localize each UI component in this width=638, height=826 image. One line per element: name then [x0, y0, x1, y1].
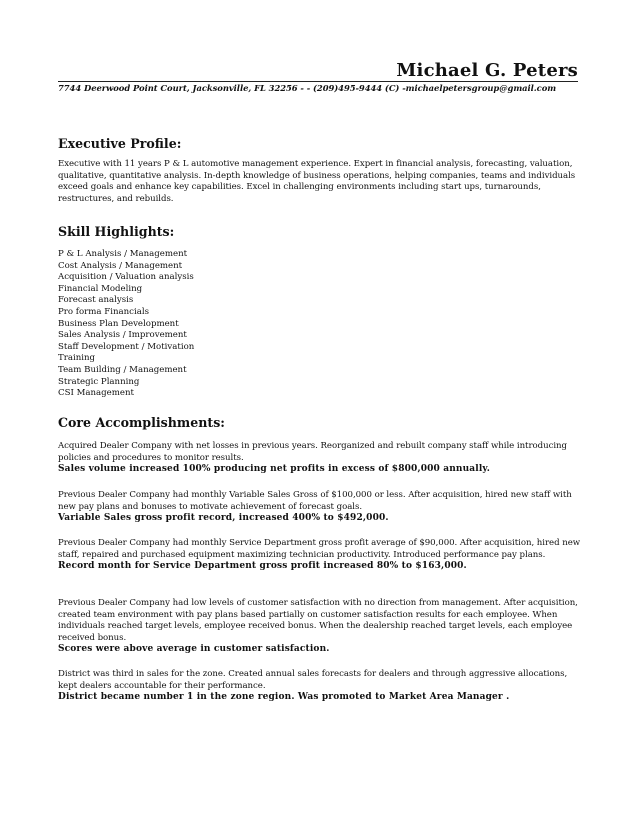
skill-item: Cost Analysis / Management: [58, 260, 183, 271]
accomplishment-text: Acquired Dealer Company with net losses in previous years. Reorganized and rebuilt company staff while introducing policies and procedures to monitor results.: [58, 441, 567, 463]
profile-text: Executive with 11 years P & L automotive management experience. Expert in financial analysis, forecasting, valuation, qualitative, quantitative analysis. In-depth knowledge of business operations, helping companies, teams and individuals exceed goals and enhance key capabilities. Excel in challenging environments including start ups, turnarounds, restructures, and rebuilds.: [58, 159, 576, 204]
skill-item: Pro forma Financials: [58, 306, 150, 317]
accomplishment-item: [58, 441, 588, 476]
skill-item: Financial Modeling: [58, 283, 143, 294]
header-divider: [58, 81, 578, 82]
accomplishment-text: Previous Dealer Company had monthly Service Department gross profit average of $90,000. After acquisition, hired new staff, repaired and purchased equipment maximizing technician productivity. Introduced performance pay plans.: [58, 538, 581, 560]
skill-item: Staff Development / Motivation: [58, 341, 195, 352]
skills-heading: Skill Highlights:: [58, 224, 175, 239]
contact-line: 7744 Deerwood Point Court, Jacksonville, FL 32256 - - (209)495-9444 (C) -michaelpetersgroup@gmail.com: [58, 83, 557, 93]
accomplishment-text: Previous Dealer Company had monthly Variable Sales Gross of $100,000 or less. After acquisition, hired new staff with new pay plans and bonuses to motivate achievement of forecast goals.: [58, 490, 572, 512]
skill-item: P & L Analysis / Management: [58, 249, 188, 259]
skill-item: Training: [58, 353, 96, 364]
accomplishment-item: [58, 490, 588, 525]
accomplishments-heading: Core Accomplishments:: [58, 415, 225, 430]
skill-item: Acquisition / Valuation analysis: [58, 272, 194, 283]
accomplishment-result: Variable Sales gross profit record, increased 400% to $492,000.: [58, 513, 389, 524]
skill-item: CSI Management: [58, 388, 134, 399]
resume-name: Michael G. Peters: [396, 60, 578, 81]
accomplishment-result: District became number 1 in the zone region. Was promoted to Market Area Manager .: [58, 692, 510, 703]
accomplishment-result: Record month for Service Department gross profit increased 80% to $163,000.: [58, 561, 467, 572]
accomplishment-item: [58, 598, 588, 656]
accomplishment-text: District was third in sales for the zone. Created annual sales forecasts for dealers and through aggressive allocations, kept dealers accountable for their performance.: [58, 669, 568, 691]
skill-item: Forecast analysis: [58, 295, 134, 306]
accomplishment-text: Previous Dealer Company had low levels of customer satisfaction with no direction from management. After acquisition, created team environment with pay plans based partially on customer satisfaction results for each employee. When individuals reached target levels, employee received bonus. When the dealership reached target levels, each employee received bonus.: [58, 598, 578, 643]
accomplishment-item: [58, 538, 588, 573]
skill-item: Business Plan Development: [58, 318, 179, 329]
accomplishment-item: [58, 669, 588, 704]
skill-item: Strategic Planning: [58, 376, 140, 387]
accomplishment-result: Sales volume increased 100% producing net profits in excess of $800,000 annually.: [58, 464, 491, 475]
skills-list: [58, 249, 358, 400]
profile-heading: Executive Profile:: [58, 136, 182, 151]
skill-item: Team Building / Management: [58, 364, 187, 375]
accomplishment-result: Scores were above average in customer satisfaction.: [58, 644, 330, 655]
skill-item: Sales Analysis / Improvement: [58, 330, 187, 341]
